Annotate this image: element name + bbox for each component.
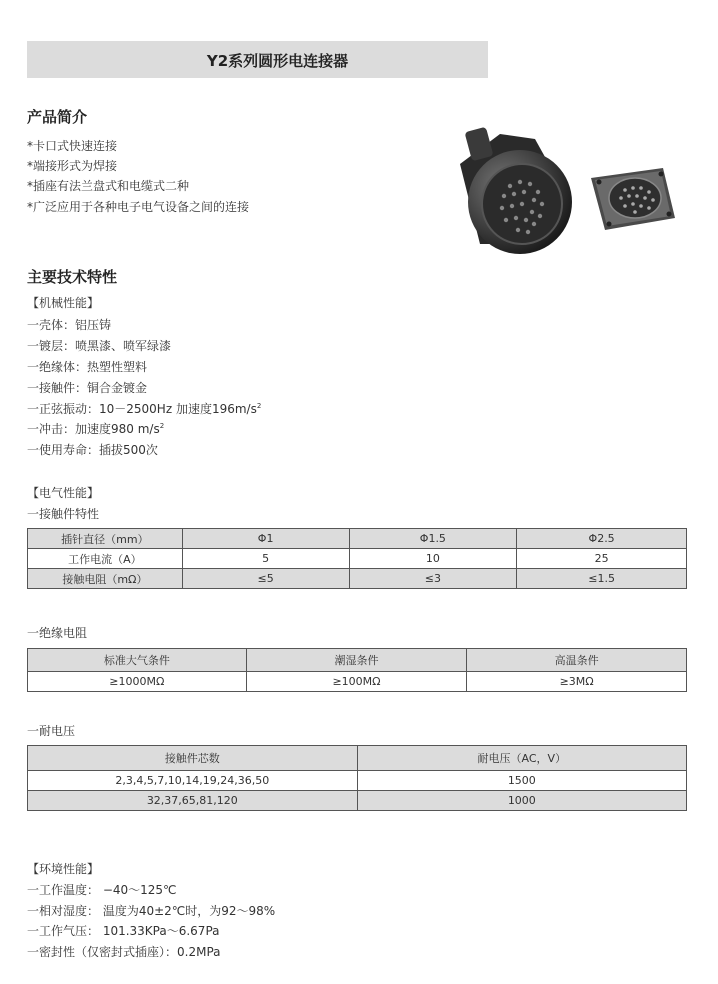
table-row bbox=[28, 791, 687, 811]
table-cell: ≥1000MΩ bbox=[28, 672, 247, 692]
mechanical-vibration: 一正弦振动：10－2500Hz 加速度$196m/s^2$ bbox=[27, 402, 262, 416]
table-cell: 工作电流（A） bbox=[28, 549, 183, 569]
table-row bbox=[28, 672, 687, 692]
voltage-label: 一耐电压 bbox=[27, 724, 76, 738]
table-cell: 插针直径（mm） bbox=[28, 529, 183, 549]
specs-heading: 主要技术特性 bbox=[27, 268, 118, 286]
table-cell: 2,3,4,5,7,10,14,19,24,36,50 bbox=[28, 771, 358, 791]
table-cell: 1000 bbox=[357, 791, 686, 811]
intro-heading: 产品简介 bbox=[27, 108, 88, 126]
table-cell: ≤3 bbox=[349, 569, 517, 589]
table-row bbox=[28, 649, 687, 672]
contact-table bbox=[27, 528, 687, 589]
table-row bbox=[28, 529, 687, 549]
mechanical-item: 一接触件：铜合金镀金 bbox=[27, 381, 148, 395]
connector-socket-image bbox=[583, 160, 683, 240]
table-cell: 接触电阻（mΩ） bbox=[28, 569, 183, 589]
table-cell: ≥3MΩ bbox=[467, 672, 687, 692]
table-cell: 25 bbox=[517, 549, 687, 569]
environment-item: 一工作气压： 101.33KPa～6.67Pa bbox=[27, 924, 220, 938]
mechanical-item: 一镀层：喷黑漆、喷军绿漆 bbox=[27, 339, 172, 353]
table-cell: 接触件芯数 bbox=[28, 746, 358, 771]
table-row bbox=[28, 746, 687, 771]
environment-item: 一密封性（仅密封式插座）：0.2MPa bbox=[27, 945, 221, 959]
intro-bullet: *广泛应用于各种电子电气设备之间的连接 bbox=[27, 200, 250, 214]
table-cell: 耐电压（AC，V） bbox=[357, 746, 686, 771]
environment-item: 一工作温度： −40～125℃ bbox=[27, 883, 177, 897]
mechanical-item: 一壳体：铝压铸 bbox=[27, 318, 112, 332]
page-title: Y2系列圆形电连接器 bbox=[206, 52, 349, 70]
intro-bullet: *卡口式快速连接 bbox=[27, 139, 118, 153]
table-row bbox=[28, 549, 687, 569]
mechanical-item: 一绝缘体：热塑性塑料 bbox=[27, 360, 148, 374]
mechanical-shock: 一冲击：加速度980 $m/s^2$ bbox=[27, 422, 165, 436]
table-cell: ≥100MΩ bbox=[246, 672, 467, 692]
intro-bullet: *端接形式为焊接 bbox=[27, 159, 118, 173]
contact-label: 一接触件特性 bbox=[27, 507, 100, 521]
insulation-table bbox=[27, 648, 687, 692]
table-cell: 潮湿条件 bbox=[246, 649, 467, 672]
insulation-label: 一绝缘电阻 bbox=[27, 626, 88, 640]
table-cell: 10 bbox=[349, 549, 517, 569]
table-row bbox=[28, 569, 687, 589]
table-cell: 高温条件 bbox=[467, 649, 687, 672]
table-cell: Φ1 bbox=[182, 529, 349, 549]
title-bar bbox=[27, 41, 488, 78]
table-row bbox=[28, 771, 687, 791]
table-cell: Φ2.5 bbox=[517, 529, 687, 549]
table-cell: ≤5 bbox=[182, 569, 349, 589]
environment-item: 一相对湿度： 温度为40±2℃时，为92～98% bbox=[27, 904, 276, 918]
table-cell: Φ1.5 bbox=[349, 529, 517, 549]
intro-bullet: *插座有法兰盘式和电缆式二种 bbox=[27, 179, 190, 193]
mechanical-heading: 【机械性能】 bbox=[27, 296, 100, 310]
environment-heading: 【环境性能】 bbox=[27, 862, 100, 876]
table-cell: 5 bbox=[182, 549, 349, 569]
table-cell: 标准大气条件 bbox=[28, 649, 247, 672]
table-cell: 1500 bbox=[357, 771, 686, 791]
voltage-table bbox=[27, 745, 687, 811]
table-cell: ≤1.5 bbox=[517, 569, 687, 589]
connector-plug-image bbox=[440, 124, 580, 256]
table-cell: 32,37,65,81,120 bbox=[28, 791, 358, 811]
mechanical-life: 一使用寿命：插拔500次 bbox=[27, 443, 158, 457]
electrical-heading: 【电气性能】 bbox=[27, 486, 100, 500]
